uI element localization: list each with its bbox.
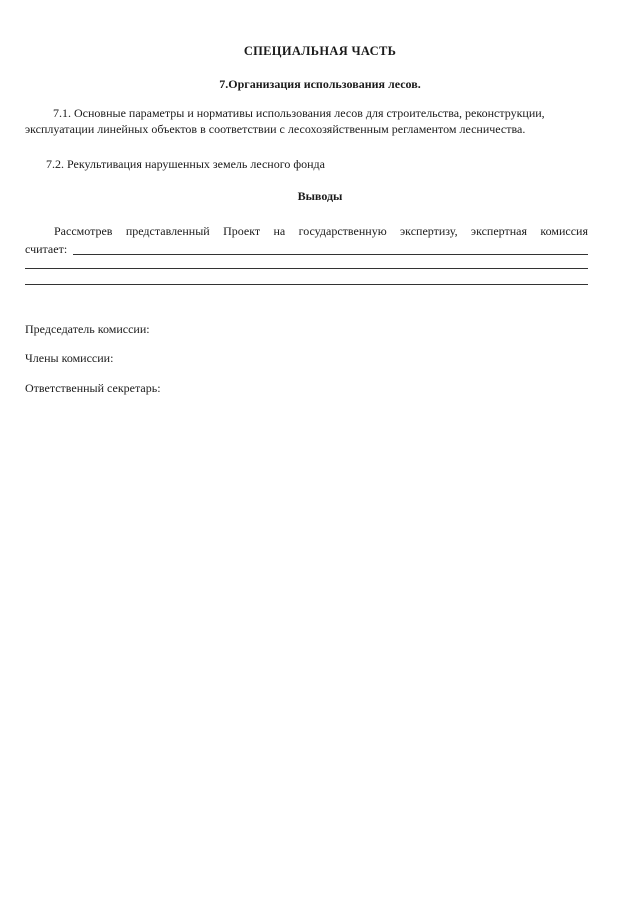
page-title: СПЕЦИАЛЬНАЯ ЧАСТЬ — [243, 44, 397, 58]
blank-line — [25, 268, 588, 269]
item-7-1-text-continued: эксплуатации линейных объектов в соответствии с лесохозяйственным регламентом лесничества. — [25, 122, 526, 136]
conclusions-title: Выводы — [297, 189, 343, 203]
chairman-signature-label: Председатель комиссии: — [25, 322, 150, 336]
conclusion-text: Рассмотрев представленный Проект на государственную экспертизу, экспертная комиссия — [54, 224, 588, 238]
blank-line — [25, 284, 588, 285]
blank-line — [73, 254, 588, 255]
secretary-signature-label: Ответственный секретарь: — [25, 381, 161, 395]
item-7-1-text: 7.1. Основные параметры и нормативы использования лесов для строительства, реконструкции, — [53, 106, 545, 120]
item-7-2-text: 7.2. Рекультивация нарушенных земель лесного фонда — [46, 157, 325, 171]
section-title: 7.Организация использования лесов. — [219, 77, 421, 91]
conclusion-text-continued: считает: — [25, 242, 68, 256]
members-signature-label: Члены комиссии: — [25, 351, 114, 365]
